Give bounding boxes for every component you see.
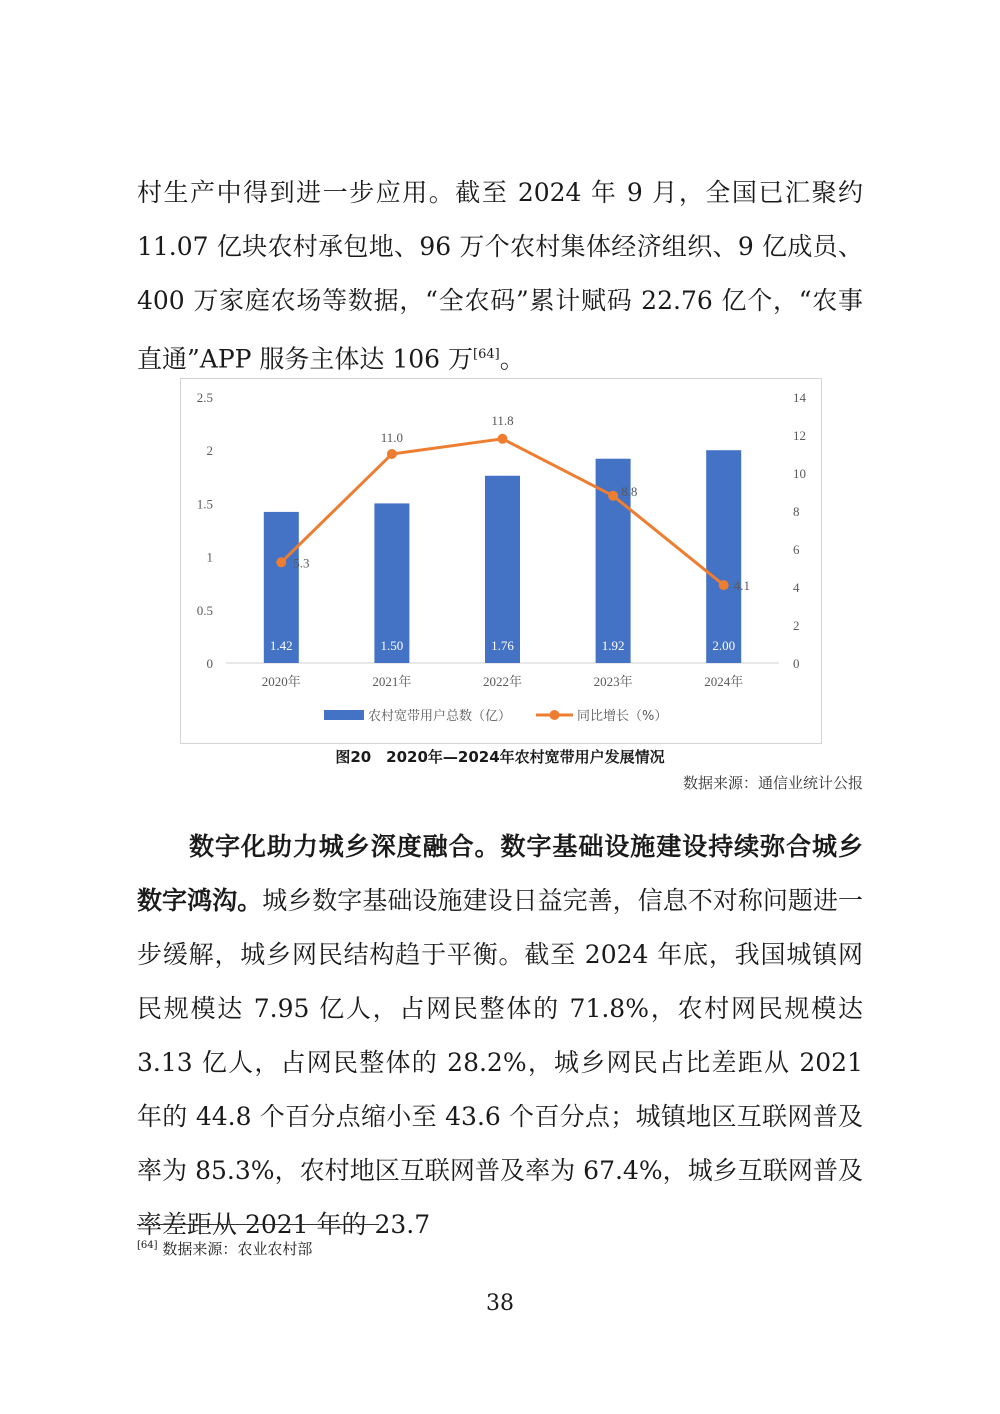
growth-data-label: 11.8 [491, 412, 514, 428]
x-axis-tick-label: 2023年 [593, 674, 633, 689]
paragraph-1 [137, 166, 863, 386]
paragraph-1-text: 村生产中得到进一步应用。截至 2024 年 9 月，全国已汇聚约 11.07 亿块农村承包地、96 万个农村集体经济组织、9 亿成员、400 万家庭农场等数据，“全农码”累计赋码 22.76 亿个，“农事直通”APP 服务主体达 106 万 [137, 178, 863, 374]
legend-bar-label: 农村宽带用户总数（亿） [368, 709, 512, 724]
data-source: 数据来源：通信业统计公报 [682, 774, 863, 792]
paragraph-2 [137, 820, 863, 1252]
rural-broadband-chart [181, 379, 821, 743]
left-axis-tick-label: 2 [206, 443, 213, 459]
paragraph-2-heading: 数字化助力城乡深度融合。数字基础设施建设持续弥合城乡数字鸿沟。 [137, 832, 863, 915]
x-axis-tick-label: 2022年 [482, 674, 523, 689]
right-axis-tick-label: 12 [793, 428, 806, 443]
growth-data-label: 11.0 [380, 430, 404, 445]
bar-2022年 [485, 476, 520, 663]
bar-2024年 [706, 450, 741, 663]
growth-point-2021年 [387, 449, 397, 459]
bar-data-label: 1.42 [269, 638, 293, 653]
x-axis-tick-label: 2024年 [704, 674, 744, 689]
page-number: 38 [486, 1291, 514, 1316]
left-axis-tick-label: 0.5 [196, 602, 213, 618]
paragraph-1-end: 。 [499, 344, 525, 374]
figure-caption: 图20 2020年—2024年农村宽带用户发展情况 [335, 748, 665, 766]
growth-point-2022年 [498, 434, 508, 444]
x-axis-tick-label: 2021年 [372, 674, 412, 689]
left-axis-tick-label: 0 [206, 656, 213, 671]
footnote-reference[interactable]: [64] [473, 347, 500, 362]
bar-data-label: 1.76 [491, 638, 514, 653]
right-axis-tick-label: 4 [793, 580, 800, 595]
paragraph-2-text: 城乡数字基础设施建设日益完善，信息不对称问题进一步缓解，城乡网民结构趋于平衡。截至 2024 年底，我国城镇网民规模达 7.95 亿人，占网民整体的 71.8%，农村网民规模达 3.13 亿人，占网民整体的 28.2%，城乡网民占比差距从 2021 年的 44.8 个百分点缩小至 43.6 个百分点；城镇地区互联网普及率为 85.3%，农村地区互联网普及率为 67.4%，城乡互联网普及率差距从 2021 年的 23.7 [137, 886, 863, 1239]
legend-line-marker [550, 710, 560, 720]
footnote-marker: [64] [137, 1240, 158, 1251]
footnote [137, 1238, 312, 1259]
bar-data-label: 1.92 [601, 638, 625, 653]
x-axis-tick-label: 2020年 [261, 674, 301, 689]
left-axis-tick-label: 1 [206, 549, 213, 565]
growth-data-label: 4.1 [733, 578, 750, 594]
left-axis-tick-label: 2.5 [196, 390, 213, 405]
right-axis-tick-label: 6 [793, 542, 800, 557]
footnote-divider [137, 1224, 379, 1225]
growth-point-2024年 [719, 580, 729, 590]
legend-bar-swatch [324, 710, 364, 720]
growth-data-label: 8.8 [621, 483, 638, 499]
left-axis-tick-label: 1.5 [196, 496, 213, 512]
footnote-text: 数据来源：农业农村部 [162, 1240, 313, 1258]
right-axis-tick-label: 14 [793, 390, 806, 405]
right-axis-tick-label: 8 [793, 504, 800, 519]
growth-point-2023年 [608, 491, 618, 501]
right-axis-tick-label: 10 [793, 466, 806, 481]
chart-frame [180, 378, 822, 744]
legend-line-label: 同比增长（%） [577, 709, 668, 724]
growth-point-2020年 [276, 557, 286, 567]
bar-data-label: 1.50 [380, 638, 404, 653]
growth-data-label: 5.3 [293, 555, 310, 571]
right-axis-tick-label: 2 [793, 618, 800, 633]
bar-data-label: 2.00 [712, 638, 736, 653]
right-axis-tick-label: 0 [793, 656, 800, 671]
